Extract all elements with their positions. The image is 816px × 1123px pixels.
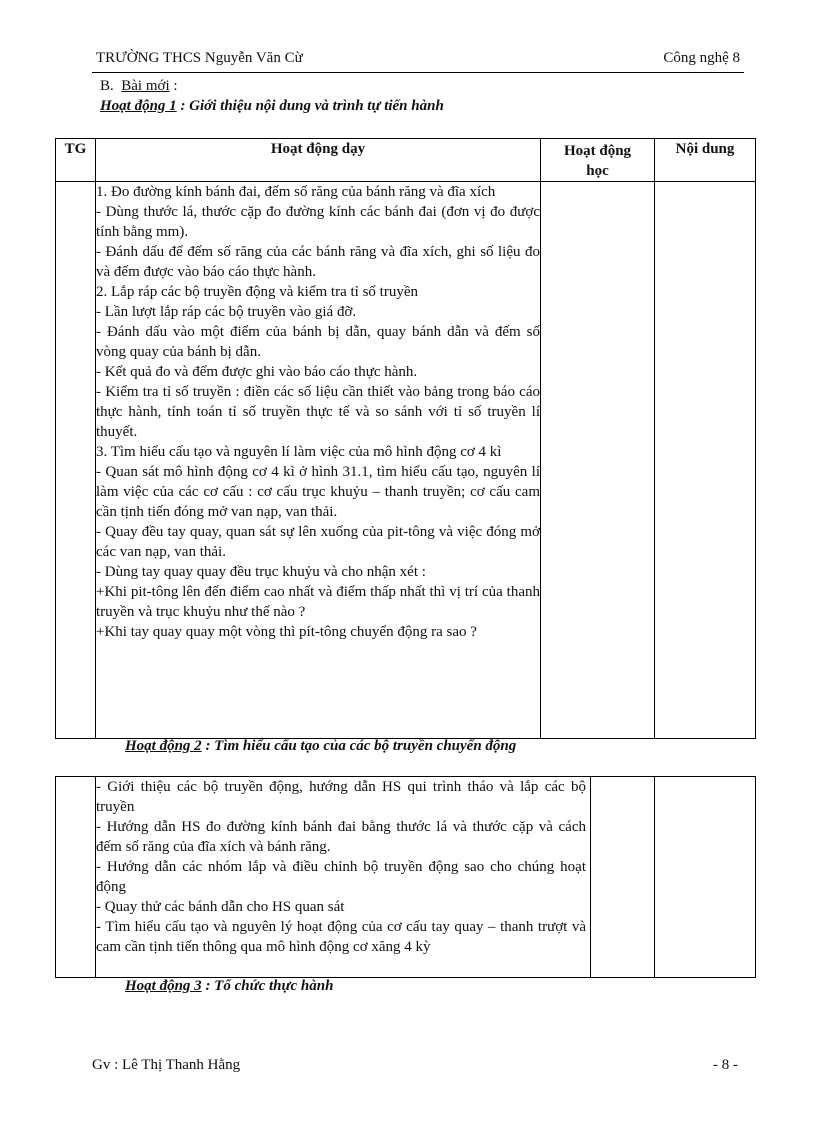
teaching-line: - Kết quả đo và đếm được ghi vào báo cáo thực hành. — [96, 364, 418, 380]
activity-2-title: : Tìm hiểu cấu tạo của các bộ truyền chuyển động — [201, 738, 517, 754]
learning-cell — [541, 182, 655, 739]
activity-3-title: : Tổ chức thực hành — [201, 978, 334, 994]
teaching-line: - Dùng tay quay quay đều trục khuỷu và cho nhận xét : — [96, 564, 426, 580]
school-name: TRƯỜNG THCS Nguyễn Văn Cừ — [96, 50, 303, 66]
teacher-name: Gv : Lê Thị Thanh Hằng — [92, 1057, 241, 1073]
section-colon: : — [169, 78, 178, 94]
table-header-row — [56, 139, 756, 182]
teaching-cell — [96, 777, 591, 978]
activity-2-label: Hoạt động 2 — [125, 738, 202, 754]
teaching-line: +Khi pit-tông lên đến điểm cao nhất và điểm thấp nhất thì vị trí của thanh truyền và trục khuỷu như thế nào ? — [96, 584, 540, 620]
page-number: - 8 - — [713, 1057, 738, 1073]
activity-2-table — [55, 776, 756, 978]
column-header-learning: Hoạt động học — [541, 139, 655, 182]
teaching-line: - Tìm hiểu cấu tạo và nguyên lý hoạt động của cơ cấu tay quay – thanh trượt và cam cần tịnh tiến thông qua mô hình động cơ xăng 4 kỳ — [96, 919, 586, 955]
teaching-line: - Hướng dẫn các nhóm lắp và điều chỉnh bộ truyền động sao cho chúng hoạt động — [96, 859, 586, 895]
section-title: Bài mới — [121, 78, 170, 94]
table-body-row — [56, 777, 756, 978]
teaching-line: - Giới thiệu các bộ truyền động, hướng dẫn HS qui trình tháo và lắp các bộ truyền — [96, 779, 586, 815]
teaching-line: - Kiểm tra tỉ số truyền : điền các số liệu cần thiết vào bảng trong báo cáo thực hành, tính toán tỉ số truyền thực tế và so sánh với tỉ số truyền lí thuyết. — [96, 384, 540, 440]
teaching-line: - Hướng dẫn HS đo đường kính bánh đai bằng thước lá và thước cặp và cách đếm số răng của đĩa xích và bánh răng. — [96, 819, 586, 855]
activity-3-heading — [125, 978, 333, 995]
activity-1-title: : Giới thiệu nội dung và trình tự tiến hành — [176, 98, 444, 114]
learning-cell — [591, 777, 655, 978]
teaching-line: - Đánh dấu để đếm số răng của các bánh răng và đĩa xích, ghi số liệu đo và đếm được vào báo cáo thực hành. — [96, 244, 540, 280]
page-header — [92, 50, 744, 73]
teaching-line: - Quay thử các bánh dẫn cho HS quan sát — [96, 899, 345, 915]
teaching-line: 1. Đo đường kính bánh đai, đếm số răng của bánh răng và đĩa xích — [96, 184, 496, 200]
teaching-line: 2. Lắp ráp các bộ truyền động và kiểm tra tỉ số truyền — [96, 284, 418, 300]
teaching-line: - Quay đều tay quay, quan sát sự lên xuống của pit-tông và việc đóng mở các van nạp, van thải. — [96, 524, 540, 560]
teaching-cell — [96, 182, 541, 739]
activity-1-table — [55, 138, 756, 739]
tg-cell — [56, 777, 96, 978]
section-letter: B. — [100, 78, 114, 94]
content-cell — [655, 777, 756, 978]
activity-3-label: Hoạt động 3 — [125, 978, 202, 994]
table-body-row — [56, 182, 756, 739]
column-header-content: Nội dung — [655, 139, 756, 182]
teaching-line: - Lần lượt lắp ráp các bộ truyền vào giá đỡ. — [96, 304, 357, 320]
teaching-line: - Đánh dấu vào một điểm của bánh bị dẫn, quay bánh dẫn và đếm số vòng quay của bánh bị dẫn. — [96, 324, 540, 360]
teaching-line: - Dùng thước lá, thước cặp đo đường kính các bánh đai (đơn vị đo được tính bằng mm). — [96, 204, 540, 240]
column-header-tg: TG — [56, 139, 96, 182]
subject-name: Công nghệ 8 — [663, 50, 740, 66]
tg-cell — [56, 182, 96, 739]
teaching-line: - Quan sát mô hình động cơ 4 kì ở hình 31.1, tìm hiểu cấu tạo, nguyên lí làm việc của các cơ cấu : cơ cấu trục khuỷu – thanh truyền; cơ cấu cam cần tịnh tiến đóng mở van nạp, van thải. — [96, 464, 540, 520]
section-heading — [100, 78, 178, 95]
teaching-line: 3. Tìm hiểu cấu tạo và nguyên lí làm việc của mô hình động cơ 4 kì — [96, 444, 502, 460]
column-header-teaching: Hoạt động dạy — [96, 139, 541, 182]
teaching-line: +Khi tay quay quay một vòng thì pít-tông chuyển động ra sao ? — [96, 624, 477, 640]
activity-1-heading — [100, 98, 444, 115]
activity-2-heading — [125, 738, 516, 755]
activity-1-label: Hoạt động 1 — [100, 98, 177, 114]
content-cell — [655, 182, 756, 739]
